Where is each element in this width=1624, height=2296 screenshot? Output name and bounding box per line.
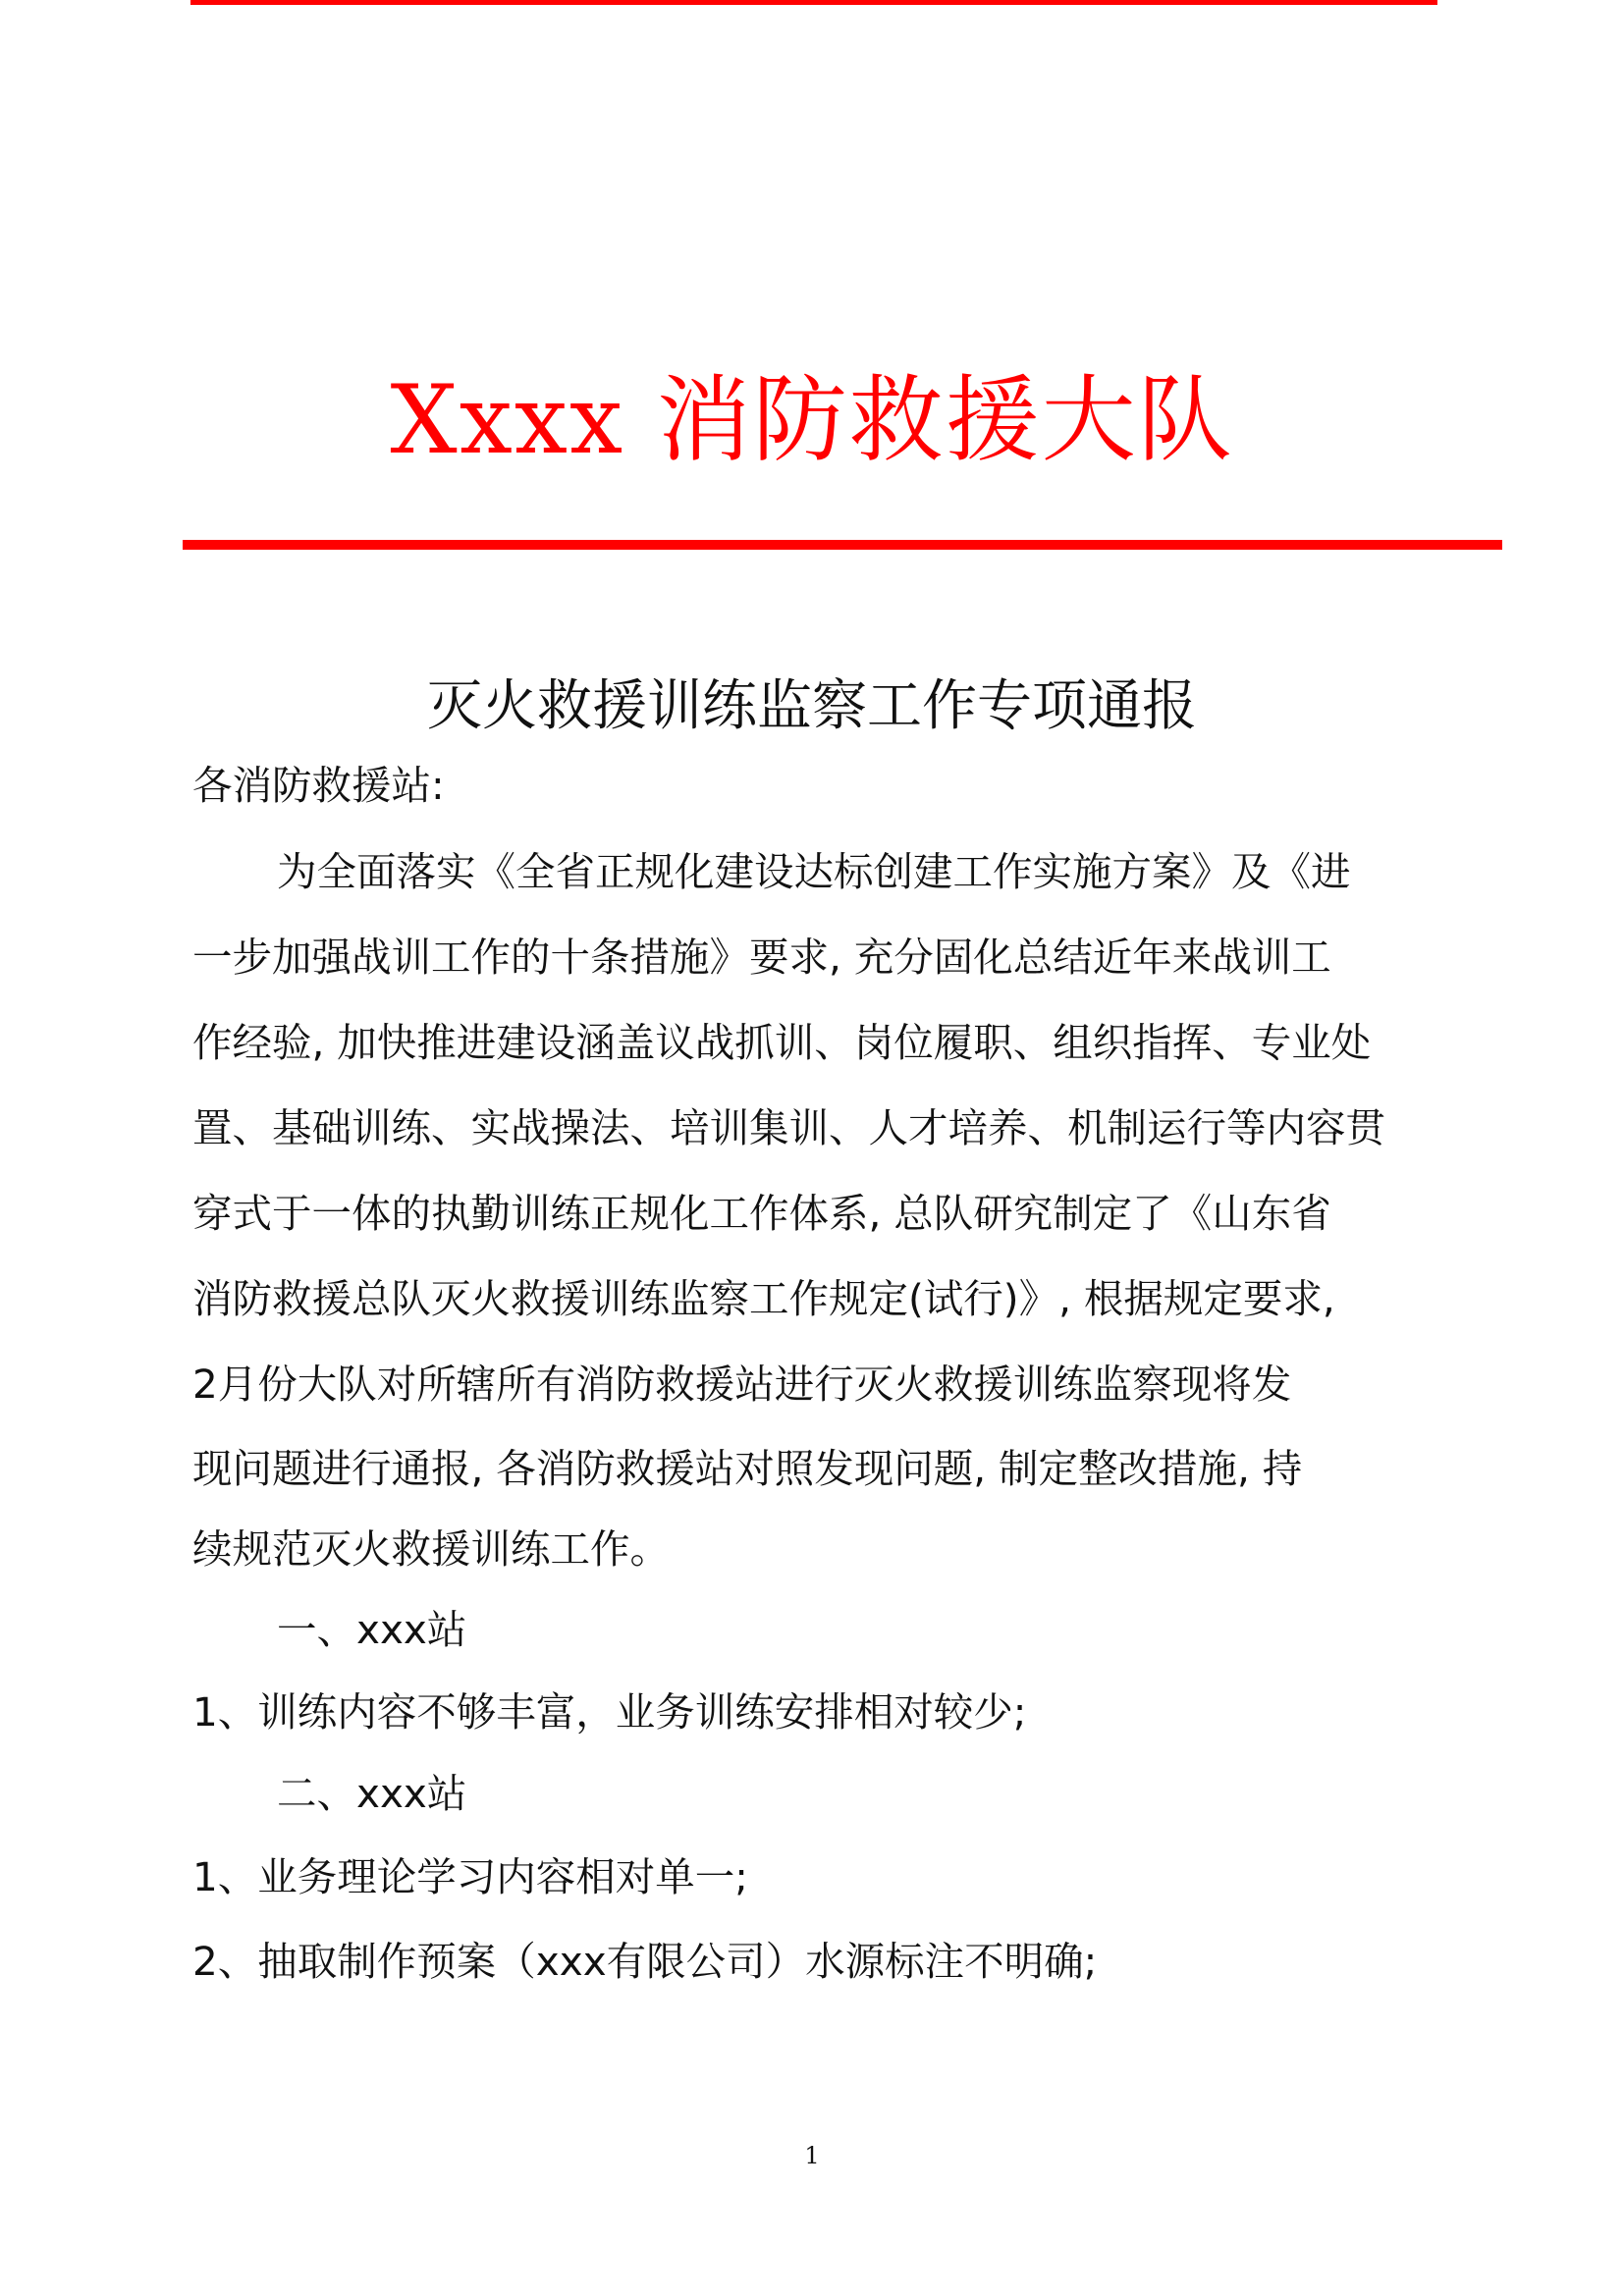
header-red-rule bbox=[183, 540, 1502, 550]
page-number: 1 bbox=[804, 2142, 820, 2169]
document-title: 灭火救援训练监察工作专项通报 bbox=[427, 674, 1197, 738]
body-line: 现问题进行通报, 各消防救援站对照发现问题, 制定整改措施, 持 bbox=[192, 1445, 1303, 1492]
body-line: 续规范灭火救援训练工作。 bbox=[192, 1525, 670, 1573]
section-item: 1、业务理论学习内容相对单一; bbox=[192, 1853, 748, 1900]
body-line: 穿式于一体的执勤训练正规化工作体系, 总队研究制定了《山东省 bbox=[192, 1190, 1331, 1237]
body-line: 置、基础训练、实战操法、培训集训、人才培养、机制运行等内容贯 bbox=[192, 1104, 1385, 1151]
body-line: 作经验, 加快推进建设涵盖议战抓训、岗位履职、组织指挥、专业处 bbox=[192, 1019, 1372, 1066]
body-line: 2月份大队对所辖所有消防救援站进行灭火救援训练监察现将发 bbox=[192, 1361, 1292, 1408]
section-item: 2、抽取制作预案（xxx有限公司）水源标注不明确; bbox=[192, 1938, 1098, 1985]
organization-title: Xxxx 消防救援大队 bbox=[390, 365, 1234, 475]
section-heading: 二、xxx站 bbox=[277, 1770, 467, 1817]
section-item: 1、训练内容不够丰富，业务训练安排相对较少; bbox=[192, 1688, 1027, 1735]
section-heading: 一、xxx站 bbox=[277, 1606, 467, 1653]
body-line: 一步加强战训工作的十条措施》要求, 充分固化总结近年来战训工 bbox=[192, 934, 1331, 981]
salutation: 各消防救援站: bbox=[192, 762, 445, 809]
body-line: 消防救援总队灭火救援训练监察工作规定(试行)》, 根据规定要求, bbox=[192, 1275, 1335, 1322]
body-line: 为全面落实《全省正规化建设达标创建工作实施方案》及《进 bbox=[277, 848, 1351, 895]
top-red-rule bbox=[190, 0, 1437, 5]
